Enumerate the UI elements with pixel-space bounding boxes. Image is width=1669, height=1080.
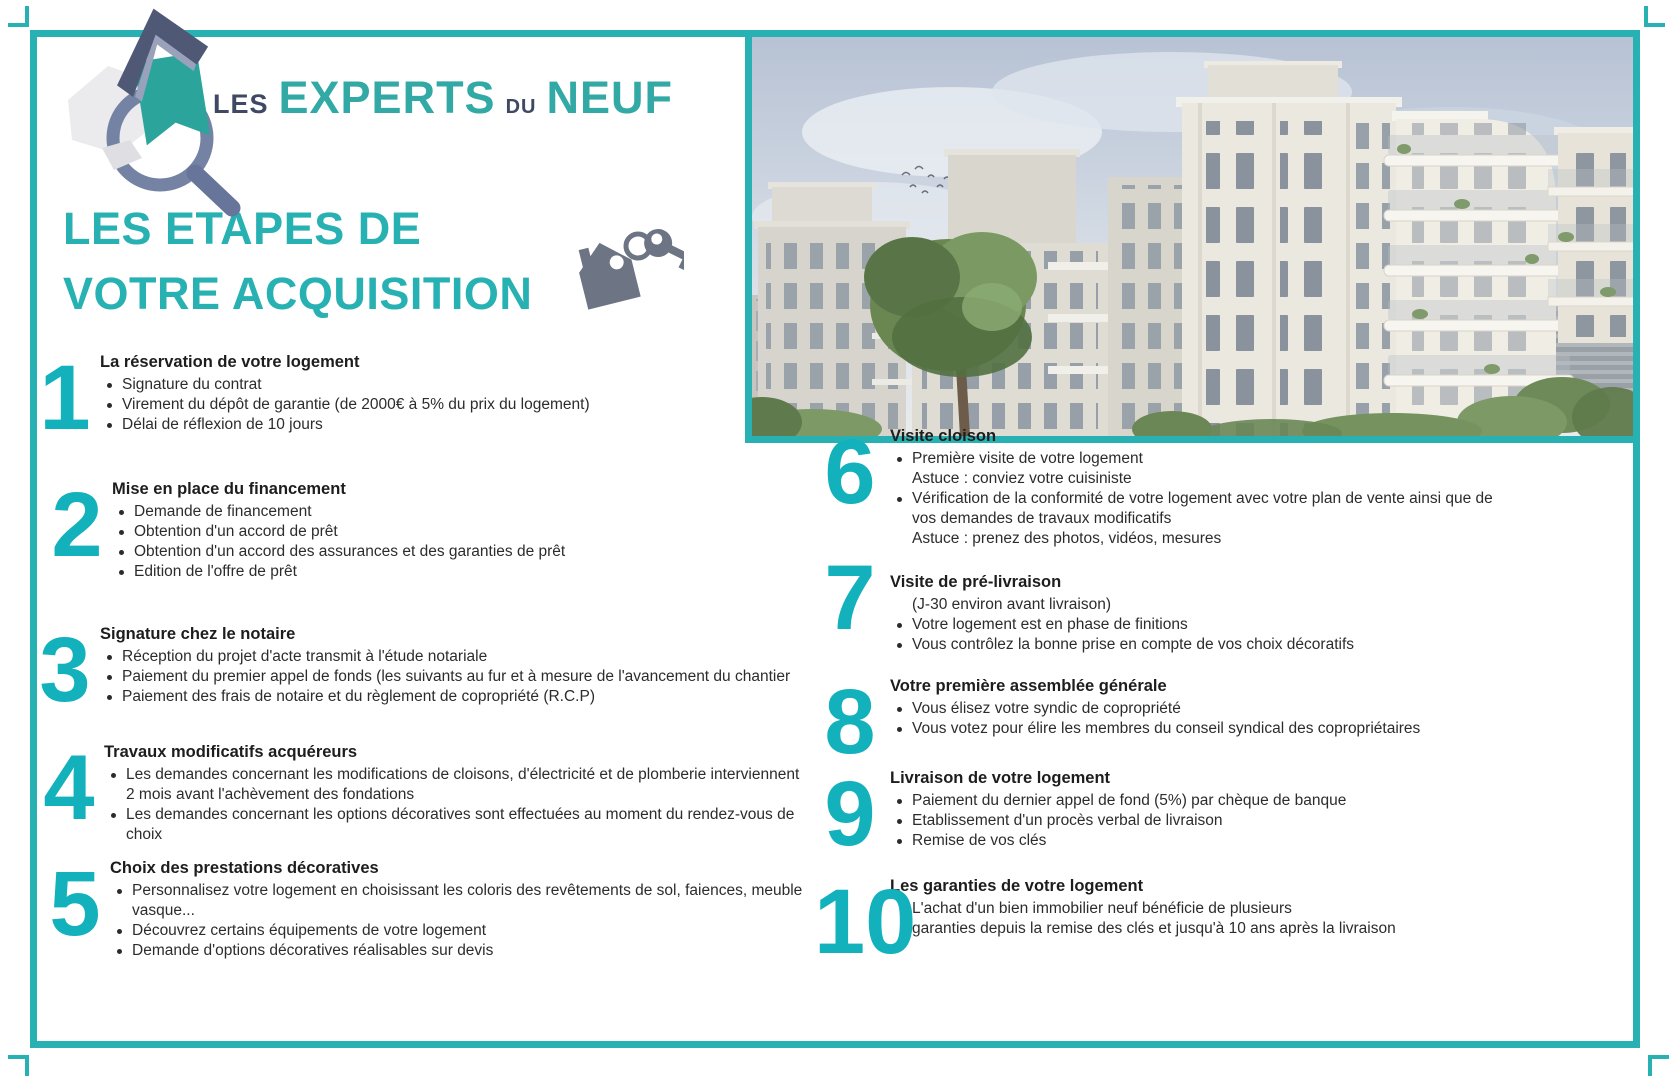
step-item: L'achat d'un bien immobilier neuf bénéficie de plusieurs xyxy=(912,900,1292,917)
step-item: Vous contrôlez la bonne prise en compte de vos choix décoratifs xyxy=(890,635,1512,655)
step-10 xyxy=(814,871,1512,973)
step-item: Obtention d'un accord des assurances et des garanties de prêt xyxy=(112,542,812,562)
brand-du: DU xyxy=(505,96,537,118)
step-item: Signature du contrat xyxy=(100,375,800,395)
step-7-title: Visite de pré-livraison xyxy=(890,573,1062,591)
step-item: Astuce : prenez des photos, vidéos, mesures xyxy=(912,530,1222,547)
step-item: (J-30 environ avant livraison) xyxy=(912,596,1112,613)
step-8-items xyxy=(890,699,1530,739)
brand-les: LES xyxy=(213,89,269,119)
step-item: Découvrez certains équipements de votre logement xyxy=(110,921,810,941)
step-5 xyxy=(49,853,810,961)
step-4-number: 4 xyxy=(43,737,95,839)
building-photo xyxy=(745,30,1640,443)
step-1-items xyxy=(100,375,800,435)
step-item: Paiement des frais de notaire et du règlement de copropriété (R.C.P) xyxy=(100,687,810,707)
step-3-items xyxy=(100,647,810,707)
step-6-number: 6 xyxy=(824,421,876,523)
step-2-number: 2 xyxy=(51,474,103,576)
step-item: Edition de l'offre de prêt xyxy=(112,562,812,582)
step-item: Paiement du dernier appel de fond (5%) par chèque de banque xyxy=(890,791,1512,811)
step-1-title: La réservation de votre logement xyxy=(100,353,360,371)
step-item: Les demandes concernant les modifications de cloisons, d'électricité et de plomberie interviennent 2 mois avant l'achèvement des fondations xyxy=(104,765,810,805)
brand-experts: EXPERTS xyxy=(278,72,496,123)
step-item: Réception du projet d'acte transmit à l'étude notariale xyxy=(100,647,810,667)
step-6 xyxy=(824,421,1512,549)
step-item: Vérification de la conformité de votre logement avec votre plan de vente ainsi que de vos demandes de travaux modificatifs xyxy=(890,489,1512,529)
page-title-line1: LES ETAPES DE xyxy=(63,203,422,254)
step-7 xyxy=(824,547,1512,655)
step-9 xyxy=(824,763,1512,865)
step-9-title: Livraison de votre logement xyxy=(890,769,1111,787)
corner-mark-top-right xyxy=(1644,6,1665,27)
step-item: Etablissement d'un procès verbal de livraison xyxy=(890,811,1512,831)
step-9-items xyxy=(890,791,1512,851)
step-item: garanties depuis la remise des clés et jusqu'à 10 ans après la livraison xyxy=(912,920,1396,937)
step-1-number: 1 xyxy=(39,347,91,449)
step-item: Demande de financement xyxy=(112,502,812,522)
step-6-items xyxy=(890,449,1512,549)
corner-mark-bottom-right xyxy=(1648,1055,1669,1076)
step-item: Obtention d'un accord de prêt xyxy=(112,522,812,542)
step-10-title: Les garanties de votre logement xyxy=(890,877,1144,895)
step-8-number: 8 xyxy=(824,671,876,773)
step-item: Vous votez pour élire les membres du conseil syndical des copropriétaires xyxy=(890,719,1530,739)
brand-wordmark xyxy=(213,72,673,124)
step-4-title: Travaux modificatifs acquéreurs xyxy=(104,743,358,761)
step-9-number: 9 xyxy=(824,763,876,865)
page-title-line2: VOTRE ACQUISITION xyxy=(63,268,533,319)
step-4 xyxy=(43,737,810,845)
step-3-number: 3 xyxy=(39,619,91,721)
step-2-items xyxy=(112,502,812,582)
step-7-items xyxy=(890,595,1512,655)
step-3 xyxy=(39,619,810,721)
step-item: Virement du dépôt de garantie (de 2000€ à 5% du prix du logement) xyxy=(100,395,800,415)
house-keys-icon xyxy=(556,212,684,324)
step-item: Vous élisez votre syndic de copropriété xyxy=(890,699,1530,719)
step-5-title: Choix des prestations décoratives xyxy=(110,859,379,877)
step-item: Les demandes concernant les options décoratives sont effectuées au moment du rendez-vous de choix xyxy=(104,805,810,845)
step-5-items xyxy=(110,881,810,961)
step-8 xyxy=(824,671,1530,773)
step-7-number: 7 xyxy=(824,547,876,649)
step-4-items xyxy=(104,765,810,845)
step-10-number: 10 xyxy=(814,871,917,973)
step-item: Votre logement est en phase de finitions xyxy=(890,615,1512,635)
step-item: Demande d'options décoratives réalisables sur devis xyxy=(110,941,810,961)
step-3-title: Signature chez le notaire xyxy=(100,625,296,643)
step-6-title: Visite cloison xyxy=(890,427,997,445)
corner-mark-bottom-left xyxy=(8,1055,29,1076)
step-item: Remise de vos clés xyxy=(890,831,1512,851)
step-5-number: 5 xyxy=(49,853,101,955)
step-2 xyxy=(51,474,812,582)
step-item: Première visite de votre logement xyxy=(890,449,1512,469)
step-8-title: Votre première assemblée générale xyxy=(890,677,1167,695)
step-2-title: Mise en place du financement xyxy=(112,480,346,498)
step-item: Paiement du premier appel de fonds (les suivants au fur et à mesure de l'avancement du chantier xyxy=(100,667,810,687)
step-item: Délai de réflexion de 10 jours xyxy=(100,415,800,435)
step-item: Astuce : conviez votre cuisiniste xyxy=(912,470,1132,487)
step-item: Personnalisez votre logement en choisissant les coloris des revêtements de sol, faiences, meuble vasque... xyxy=(110,881,810,921)
corner-mark-top-left xyxy=(8,6,29,27)
step-10-items xyxy=(890,899,1512,939)
brand-neuf: NEUF xyxy=(546,72,673,123)
step-1 xyxy=(39,347,800,449)
